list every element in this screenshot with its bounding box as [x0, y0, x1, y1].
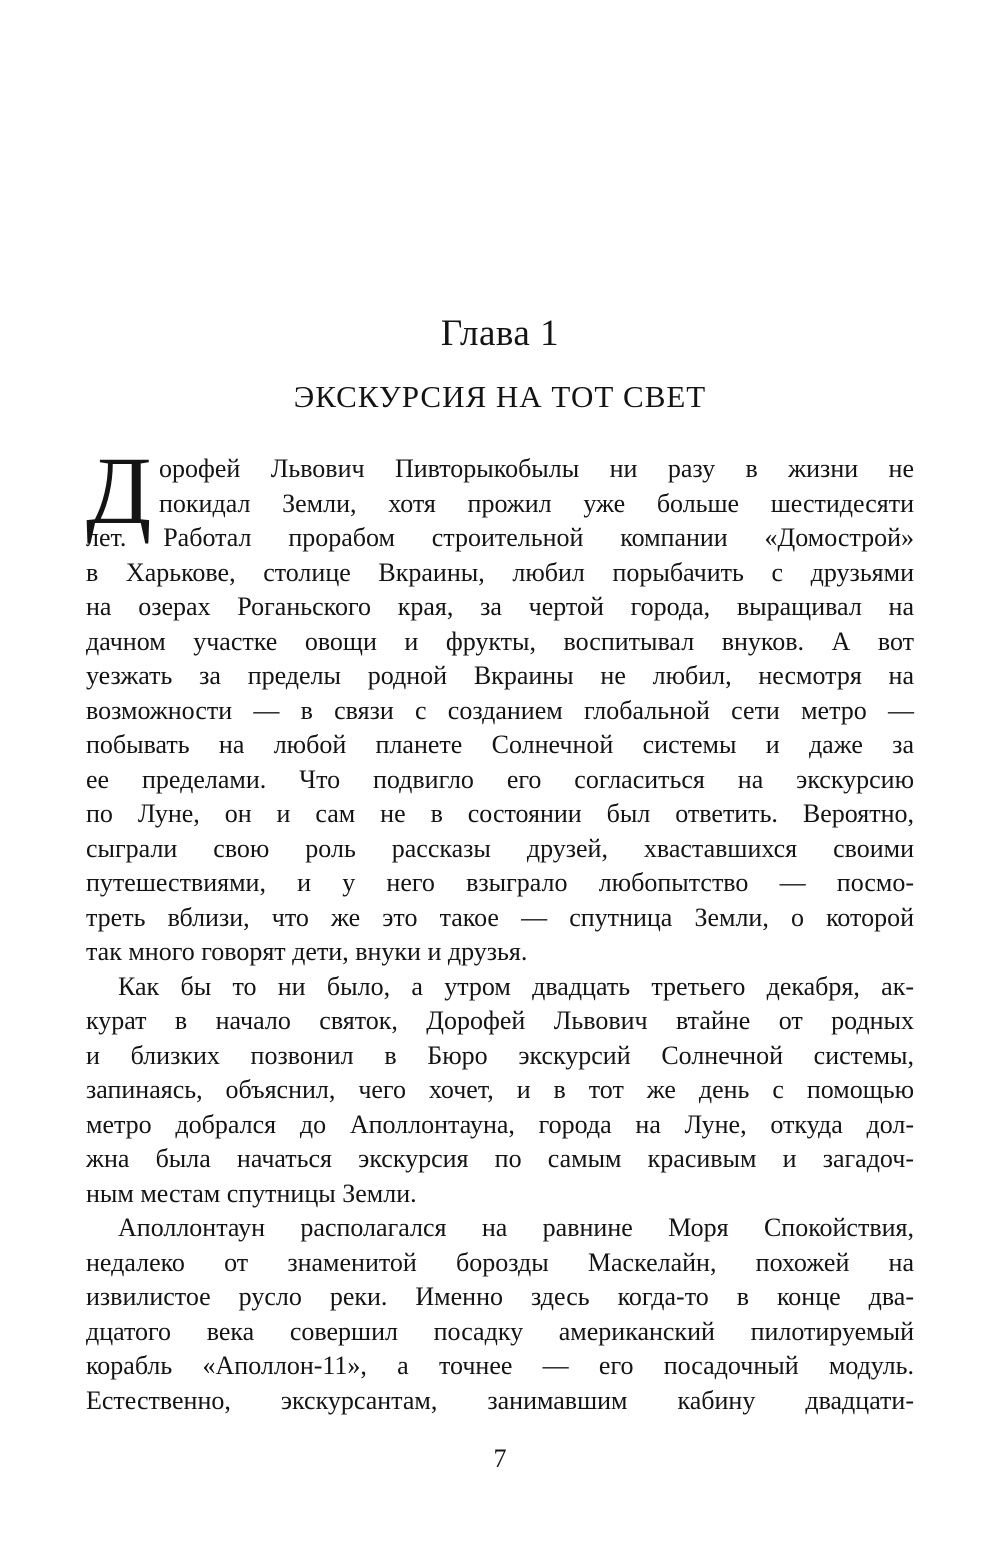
text-line: на озерах Роганьского края, за чертой города, выращивал на	[86, 592, 914, 621]
text-line: покидал Земли, хотя прожил уже больше шестидесяти	[159, 488, 914, 518]
paragraph	[86, 437, 914, 970]
text-line: путешествиями, и у него взыграло любопытство — посмо-	[86, 868, 914, 897]
text-line: корабль «Аполлон-11», а точнее — его посадочный модуль.	[86, 1351, 914, 1380]
text-line: орофей Львович Пивторыкобылы ни разу в жизни не	[159, 454, 914, 483]
text-line: ее пределами. Что подвигло его согласиться на экскурсию	[86, 764, 914, 794]
text-line: Естественно, экскурсантам, занимавшим кабину двадцати-	[86, 1385, 914, 1415]
text-line: недалеко от знаменитой борозды Маскелайн, похожей на	[86, 1247, 914, 1277]
text-line: метро добрался до Аполлонтауна, города на Луне, откуда дол-	[86, 1109, 914, 1139]
text-line: сыграли свою роль рассказы друзей, хваставшихся своими	[86, 833, 914, 863]
text-line: возможности — в связи с созданием глобальной сети метро —	[86, 695, 914, 725]
drop-cap: Д	[86, 437, 152, 544]
text-line: запинаясь, объяснил, чего хочет, и в тот же день с помощью	[86, 1075, 914, 1104]
chapter-title: ЭКСКУРСИЯ НА ТОТ СВЕТ	[293, 379, 707, 414]
text-line: лет. Работал прорабом строительной компании «Домострой»	[86, 523, 914, 552]
text-line: треть вблизи, что же это такое — спутница Земли, о которой	[86, 902, 914, 932]
text-line: в Харькове, столице Вкраины, любил порыбачить с друзьями	[86, 557, 914, 587]
chapter-heading: Глава 1	[440, 313, 560, 354]
body-text	[86, 437, 914, 1418]
paragraph	[86, 1211, 914, 1418]
text-line: ным местам спутницы Земли.	[86, 1178, 417, 1208]
text-line: и близких позвонил в Бюро экскурсий Солнечной системы,	[86, 1040, 914, 1070]
paragraph	[86, 970, 914, 1212]
text-line: Как бы то ни было, а утром двадцать третьего декабря, ак-	[118, 971, 914, 1001]
text-line: уезжать за пределы родной Вкраины не любил, несмотря на	[86, 661, 914, 690]
page-number: 7	[493, 1444, 507, 1473]
text-line: побывать на любой планете Солнечной системы и даже за	[86, 730, 914, 759]
text-line: дачном участке овощи и фрукты, воспитывал внуков. А вот	[86, 626, 914, 656]
text-line: извилистое русло реки. Именно здесь когда-то в конце два-	[86, 1282, 914, 1311]
text-line: курат в начало святок, Дорофей Львович втайне от родных	[86, 1006, 914, 1035]
text-line: Аполлонтаун располагался на равнине Моря Спокойствия,	[118, 1213, 914, 1242]
text-line: так много говорят дети, внуки и друзья.	[86, 937, 528, 966]
text-line: по Луне, он и сам не в состоянии был ответить. Вероятно,	[86, 799, 914, 828]
text-line: жна была начаться экскурсия по самым красивым и загадоч-	[86, 1144, 914, 1173]
text-line: дцатого века совершил посадку американский пилотируемый	[86, 1316, 914, 1346]
